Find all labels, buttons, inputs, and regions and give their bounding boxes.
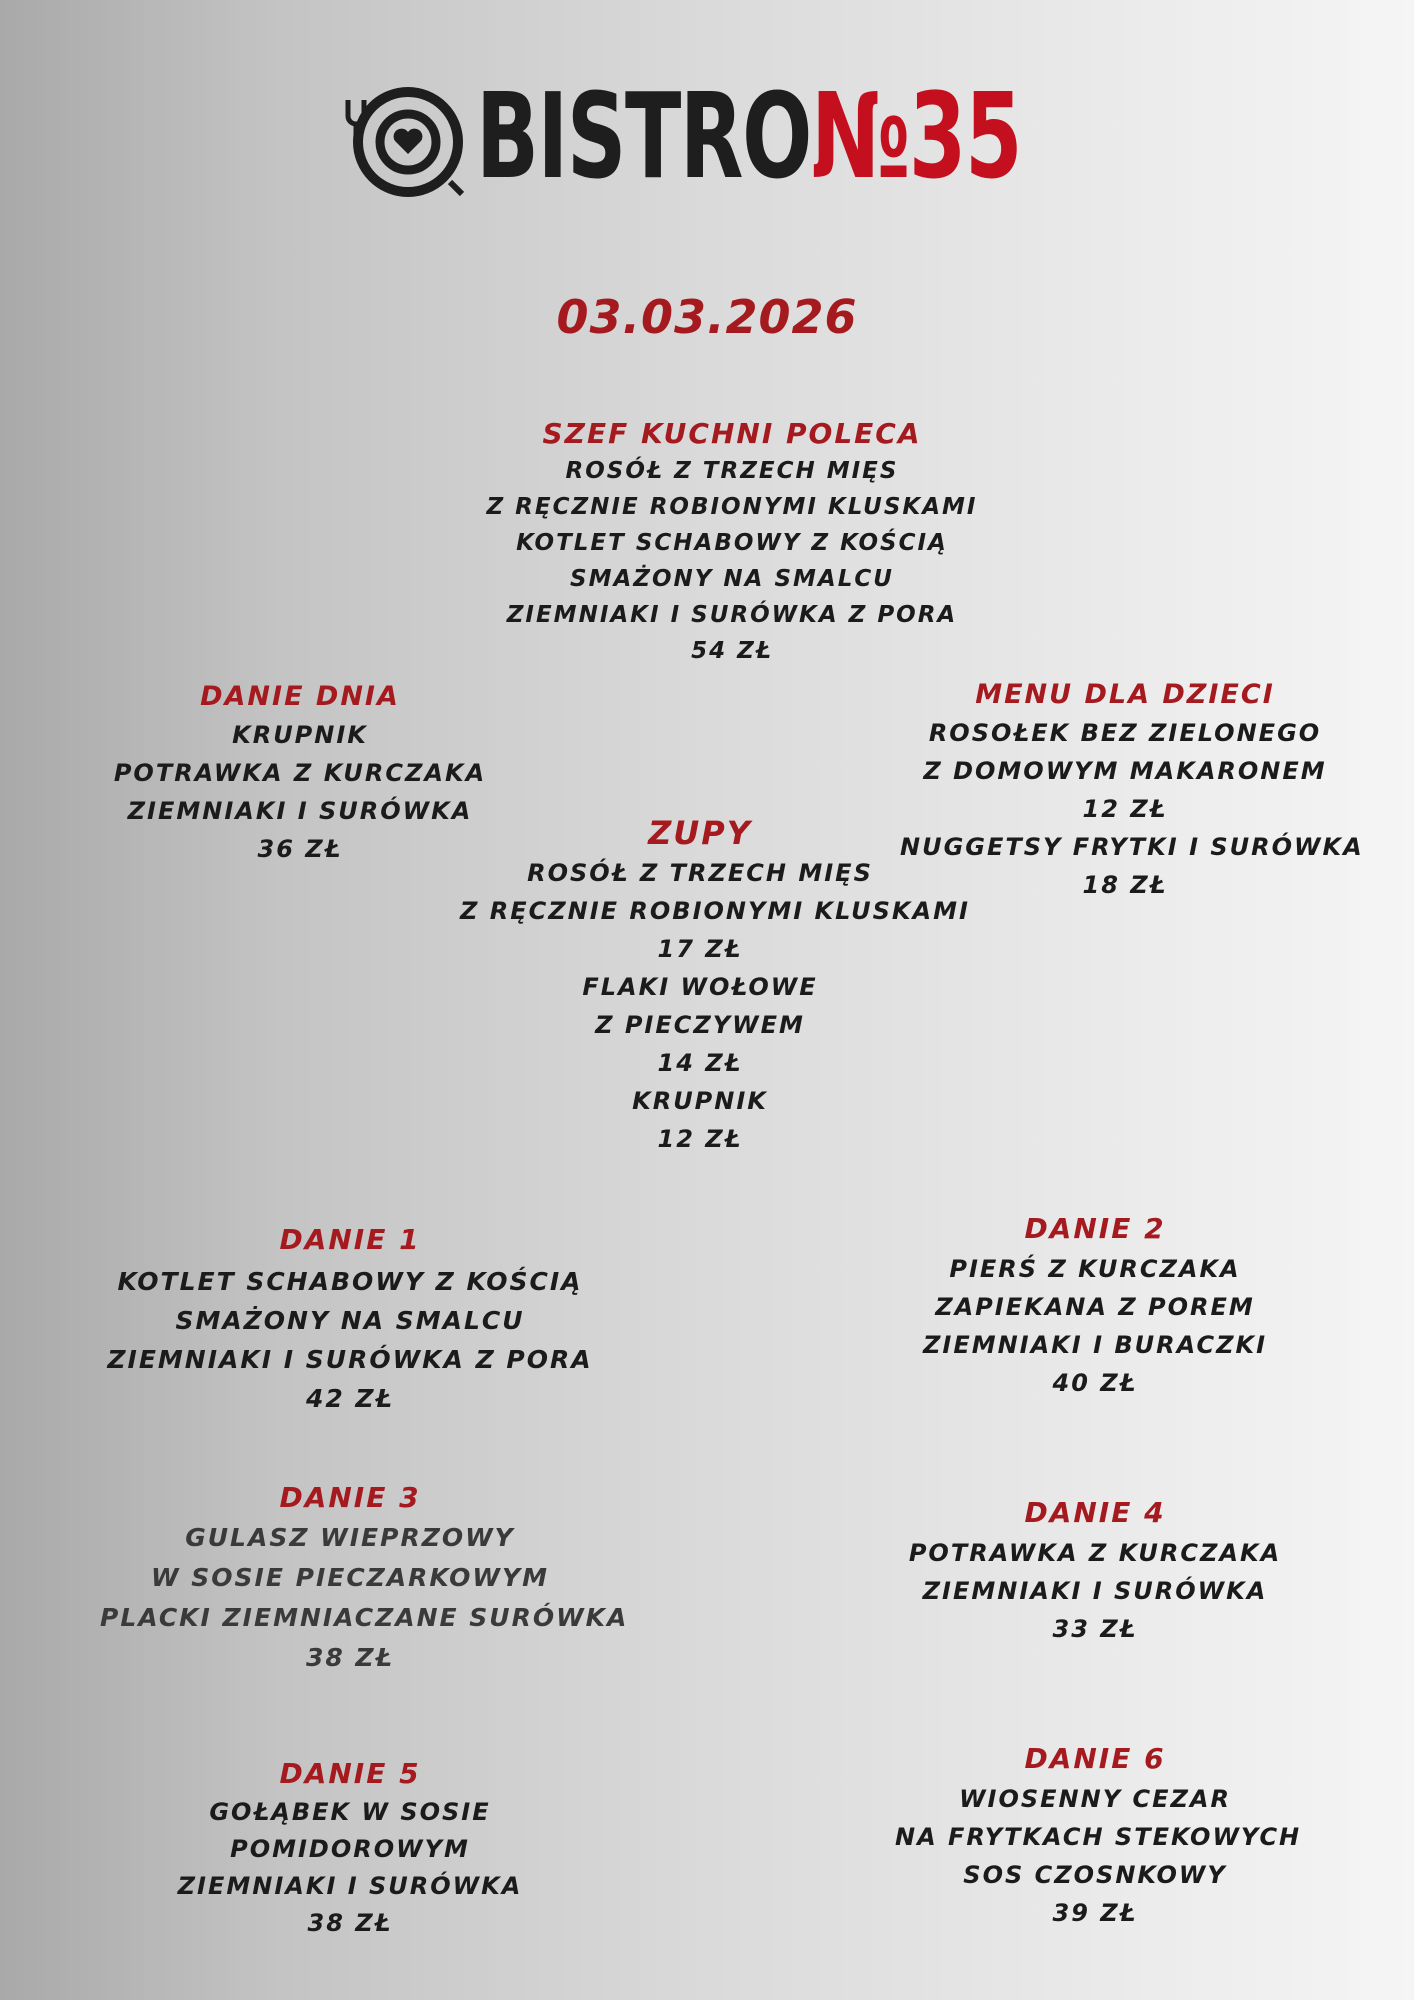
price: 12 ZŁ	[1082, 795, 1168, 823]
menu-line: GULASZ WIEPRZOWY	[185, 1523, 515, 1552]
bistro-logo	[338, 67, 1022, 210]
price: 33 ZŁ	[1052, 1615, 1138, 1643]
section-title: DANIE DNIA	[200, 681, 400, 712]
price: 36 ZŁ	[257, 835, 343, 863]
menu-line: Z RĘCZNIE ROBIONYMI KLUSKAMI	[460, 897, 970, 925]
section-title: SZEF KUCHNI POLECA	[542, 417, 922, 450]
menu-line: POMIDOROWYM	[230, 1835, 470, 1863]
price: 38 ZŁ	[307, 1909, 393, 1937]
menu-line: KRUPNIK	[232, 721, 368, 749]
section-title: DANIE 4	[1024, 1496, 1166, 1529]
price: 42 ZŁ	[305, 1384, 395, 1413]
plate-heart-fork-icon	[338, 78, 468, 203]
menu-line: Z RĘCZNIE ROBIONYMI KLUSKAMI	[486, 494, 978, 520]
daily-dish-section	[110, 678, 490, 868]
menu-line: FLAKI WOŁOWE	[582, 973, 818, 1001]
dish-1-section	[100, 1218, 600, 1418]
price: 54 ZŁ	[691, 638, 773, 664]
menu-line: ZIEMNIAKI I SURÓWKA	[922, 1577, 1268, 1605]
menu-line: ROSOŁEK BEZ ZIELONEGO	[928, 719, 1322, 747]
soups-section	[460, 812, 970, 1158]
price: 17 ZŁ	[657, 935, 743, 963]
menu-line: W SOSIE PIECZARKOWYM	[151, 1563, 549, 1592]
menu-line: KOTLET SCHABOWY Z KOŚCIĄ	[516, 530, 948, 556]
menu-line: KRUPNIK	[632, 1087, 768, 1115]
menu-line: NUGGETSY FRYTKI I SURÓWKA	[900, 833, 1364, 861]
menu-line: ZIEMNIAKI I BURACZKI	[922, 1331, 1267, 1359]
menu-line: WIOSENNY CEZAR	[959, 1785, 1231, 1813]
dish-4-section	[895, 1492, 1295, 1648]
dish-5-section	[150, 1754, 550, 1942]
section-title: DANIE 1	[279, 1223, 421, 1256]
menu-line: GOŁĄBEK W SOSIE	[209, 1798, 491, 1826]
menu-line: SMAŻONY NA SMALCU	[570, 566, 894, 592]
menu-line: POTRAWKA Z KURCZAKA	[908, 1539, 1282, 1567]
price: 39 ZŁ	[1052, 1899, 1138, 1927]
menu-line: ZIEMNIAKI I SURÓWKA Z PORA	[506, 602, 958, 628]
menu-line: POTRAWKA Z KURCZAKA	[113, 759, 487, 787]
section-title: DANIE 5	[279, 1757, 421, 1790]
menu-line: ZIEMNIAKI I SURÓWKA	[177, 1872, 523, 1900]
menu-line: PIERŚ Z KURCZAKA	[949, 1255, 1241, 1283]
menu-line: ZAPIEKANA Z POREM	[935, 1293, 1255, 1321]
menu-line: SOS CZOSNKOWY	[963, 1861, 1227, 1889]
price: 14 ZŁ	[657, 1049, 743, 1077]
section-title: DANIE 3	[279, 1481, 421, 1514]
menu-line: PLACKI ZIEMNIACZANE SURÓWKA	[100, 1603, 629, 1632]
price: 40 ZŁ	[1052, 1369, 1138, 1397]
menu-line: Z PIECZYWEM	[595, 1011, 805, 1039]
chef-recommends-section	[432, 415, 1032, 669]
price: 12 ZŁ	[657, 1125, 743, 1153]
price: 18 ZŁ	[1082, 871, 1168, 899]
menu-line: Z DOMOWYM MAKARONEM	[923, 757, 1327, 785]
section-title: ZUPY	[648, 814, 752, 852]
price: 38 ZŁ	[305, 1643, 395, 1672]
menu-line: NA FRYTKACH STEKOWYCH	[895, 1823, 1302, 1851]
menu-line: SMAŻONY NA SMALCU	[175, 1306, 525, 1335]
dish-2-section	[895, 1208, 1295, 1402]
section-title: DANIE 2	[1024, 1212, 1166, 1245]
section-title: MENU DLA DZIECI	[975, 679, 1275, 710]
menu-line: ZIEMNIAKI I SURÓWKA	[127, 797, 473, 825]
menu-date: 03.03.2026	[556, 290, 858, 344]
section-title: DANIE 6	[1024, 1742, 1166, 1775]
dish-3-section	[100, 1478, 629, 1678]
menu-line: ROSÓŁ Z TRZECH MIĘS	[527, 859, 873, 887]
menu-line: KOTLET SCHABOWY Z KOŚCIĄ	[117, 1267, 583, 1296]
menu-line: ROSÓŁ Z TRZECH MIĘS	[565, 458, 899, 484]
menu-line: ZIEMNIAKI I SURÓWKA Z PORA	[107, 1345, 593, 1374]
kids-menu-section	[900, 676, 1364, 904]
brand-name: BISTRO№35	[476, 67, 1022, 205]
dish-6-section	[895, 1738, 1302, 1932]
